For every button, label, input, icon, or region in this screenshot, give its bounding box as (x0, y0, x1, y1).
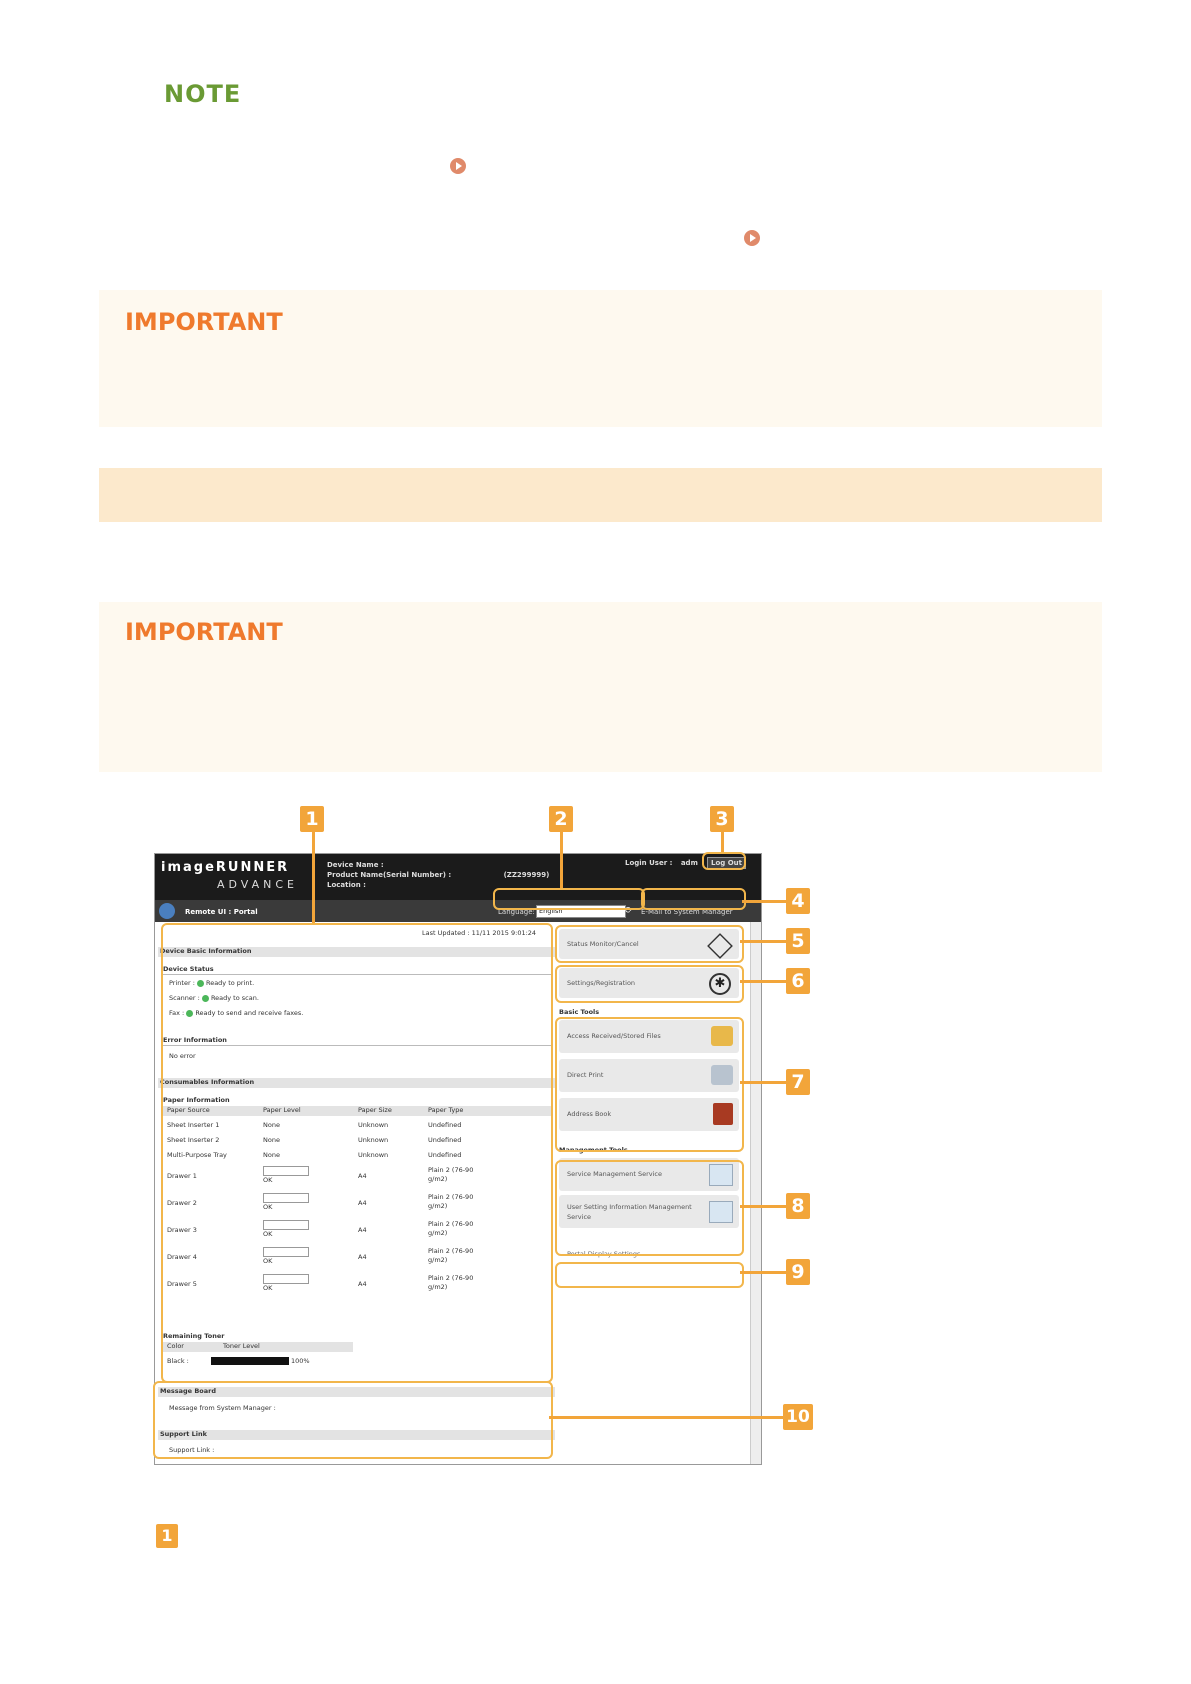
highlight-basic-tools (555, 1017, 744, 1152)
callout-10: 10 (783, 1404, 813, 1430)
highlight-logout (702, 852, 746, 870)
brand-logo: imageRUNNER (161, 860, 290, 875)
status-monitor-button[interactable]: Status Monitor/Cancel (559, 929, 739, 959)
important-heading: IMPORTANT (125, 618, 283, 646)
service-management-button[interactable]: Service Management Service (559, 1158, 739, 1191)
callout-6: 6 (786, 968, 810, 994)
product-name-label: Product Name(Serial Number) : (327, 871, 452, 879)
callout-1: 1 (300, 806, 324, 832)
section-heading-bar (99, 468, 1102, 522)
highlight-message-board (153, 1381, 553, 1459)
highlight-language (493, 888, 645, 910)
access-files-button[interactable]: Access Received/Stored Files (559, 1020, 739, 1053)
device-status-heading: Device Status (163, 965, 214, 973)
portal-logo-icon (159, 903, 175, 919)
toner-row: Black : 100% (167, 1357, 310, 1365)
basic-tools-heading: Basic Tools (559, 1008, 600, 1016)
last-updated: Last Updated : 11/11 2015 9:01:24 (422, 929, 537, 937)
support-link-heading: Support Link (158, 1430, 555, 1440)
email-system-manager-button[interactable]: E-Mail to System Manager (641, 908, 733, 916)
serial-number: (ZZ299999) (503, 871, 550, 879)
highlight-device-info (161, 923, 553, 1383)
highlight-management-tools (555, 1160, 744, 1256)
callout-5: 5 (786, 928, 810, 954)
login-user: adm (680, 859, 698, 867)
highlight-portal-display (555, 1262, 744, 1288)
status-row: Scanner : Ready to scan. (169, 994, 259, 1002)
highlight-status-monitor (555, 925, 744, 963)
link-arrow-icon[interactable] (744, 230, 760, 246)
message-board-heading: Message Board (158, 1387, 555, 1397)
error-value: No error (169, 1052, 196, 1060)
error-info-heading: Error Information (163, 1036, 227, 1044)
paper-info-heading: Paper Information (163, 1096, 230, 1104)
language-select[interactable]: English (536, 905, 626, 918)
toner-table-header: Color Toner Level (163, 1342, 353, 1352)
callout-2: 2 (549, 806, 573, 832)
portal-title: Remote UI : Portal (185, 908, 258, 916)
consumables-heading: Consumables Information (158, 1078, 555, 1088)
highlight-email (641, 888, 746, 910)
support-link-label[interactable]: Support Link : (169, 1446, 215, 1454)
link-arrow-icon[interactable] (450, 158, 466, 174)
location-label: Location : (327, 881, 366, 889)
user-setting-management-button[interactable]: User Setting Information Management Service (559, 1195, 739, 1228)
highlight-settings (555, 965, 744, 1003)
status-row: Printer : Ready to print. (169, 979, 255, 987)
note-heading: NOTE (164, 80, 242, 108)
important-box (99, 290, 1102, 427)
direct-print-button[interactable]: Direct Print (559, 1059, 739, 1092)
address-book-button[interactable]: Address Book (559, 1098, 739, 1131)
item-1-marker: 1 (156, 1524, 178, 1548)
device-basic-info-heading: Device Basic Information (158, 947, 555, 957)
login-user-label: Login User : (625, 859, 673, 867)
remaining-toner-heading: Remaining Toner (163, 1332, 225, 1340)
callout-8: 8 (786, 1193, 810, 1219)
message-from-label: Message from System Manager : (169, 1404, 276, 1412)
status-row: Fax : Ready to send and receive faxes. (169, 1009, 304, 1017)
callout-7: 7 (786, 1069, 810, 1095)
callout-9: 9 (786, 1259, 810, 1285)
language-label: Language: (498, 908, 535, 916)
management-tools-heading: Management Tools (559, 1146, 628, 1154)
important-heading: IMPORTANT (125, 308, 283, 336)
callout-4: 4 (786, 888, 810, 914)
settings-registration-button[interactable]: Settings/Registration ✱ (559, 968, 739, 998)
logout-button[interactable]: Log Out (707, 857, 746, 869)
refresh-icon[interactable]: ⟳ (625, 906, 633, 916)
brand-sub: ADVANCE (217, 878, 299, 891)
scrollbar[interactable] (750, 922, 761, 1464)
paper-table-header: Paper Source Paper Level Paper Size Paper Type (163, 1106, 551, 1116)
callout-3: 3 (710, 806, 734, 832)
important-box (99, 602, 1102, 772)
asterisk-icon: ✱ (709, 973, 731, 995)
device-name-label: Device Name : (327, 861, 384, 869)
portal-display-settings-link[interactable]: Portal Display Settings (567, 1250, 641, 1258)
remote-ui-portal-screenshot: imageRUNNER ADVANCE Device Name : Product Name(Serial Number) : (ZZ299999) Location : Login User : adm Log Out Remote UI : Portal Language: English ⟳ E-Mail to System Manager Last Updated : 11/11 2015 9:01:24 Device Basic Information Device Status Printer : Ready to print. Scanner : Ready to scan. Fax : Ready to send and receive faxes. Error Information No error Consumables Information Paper Information Paper Source Paper Level Paper Size Paper Type Sheet Inserter 1 None Unknown Undefined Sheet Inserter 2 None Unknown Undefined Multi-Purpose Tray None Unknown Undefined Drawer 1 OK A4 Plain 2 (76-90 g/m2) Drawer 2 OK A4 Plain 2 (76-90 g/m2) Drawer 3 OK A4 Plain 2 (76-90 g/m2) Drawer 4 OK A4 Plain 2 (76-90 g/m2) Drawer 5 OK A4 Plain 2 (76-90 g/m2) Remaining Toner Color Toner Level Black : 100% Message Board Message from System Manager : Support Link Support Link : Status Monitor/Cancel Settings/Registration ✱ Basic Tools Access Received/Stored Files Direct Print Address Book Management Tools Service Management Service User Setting Information Management Service Portal Display Settings (154, 853, 762, 1465)
